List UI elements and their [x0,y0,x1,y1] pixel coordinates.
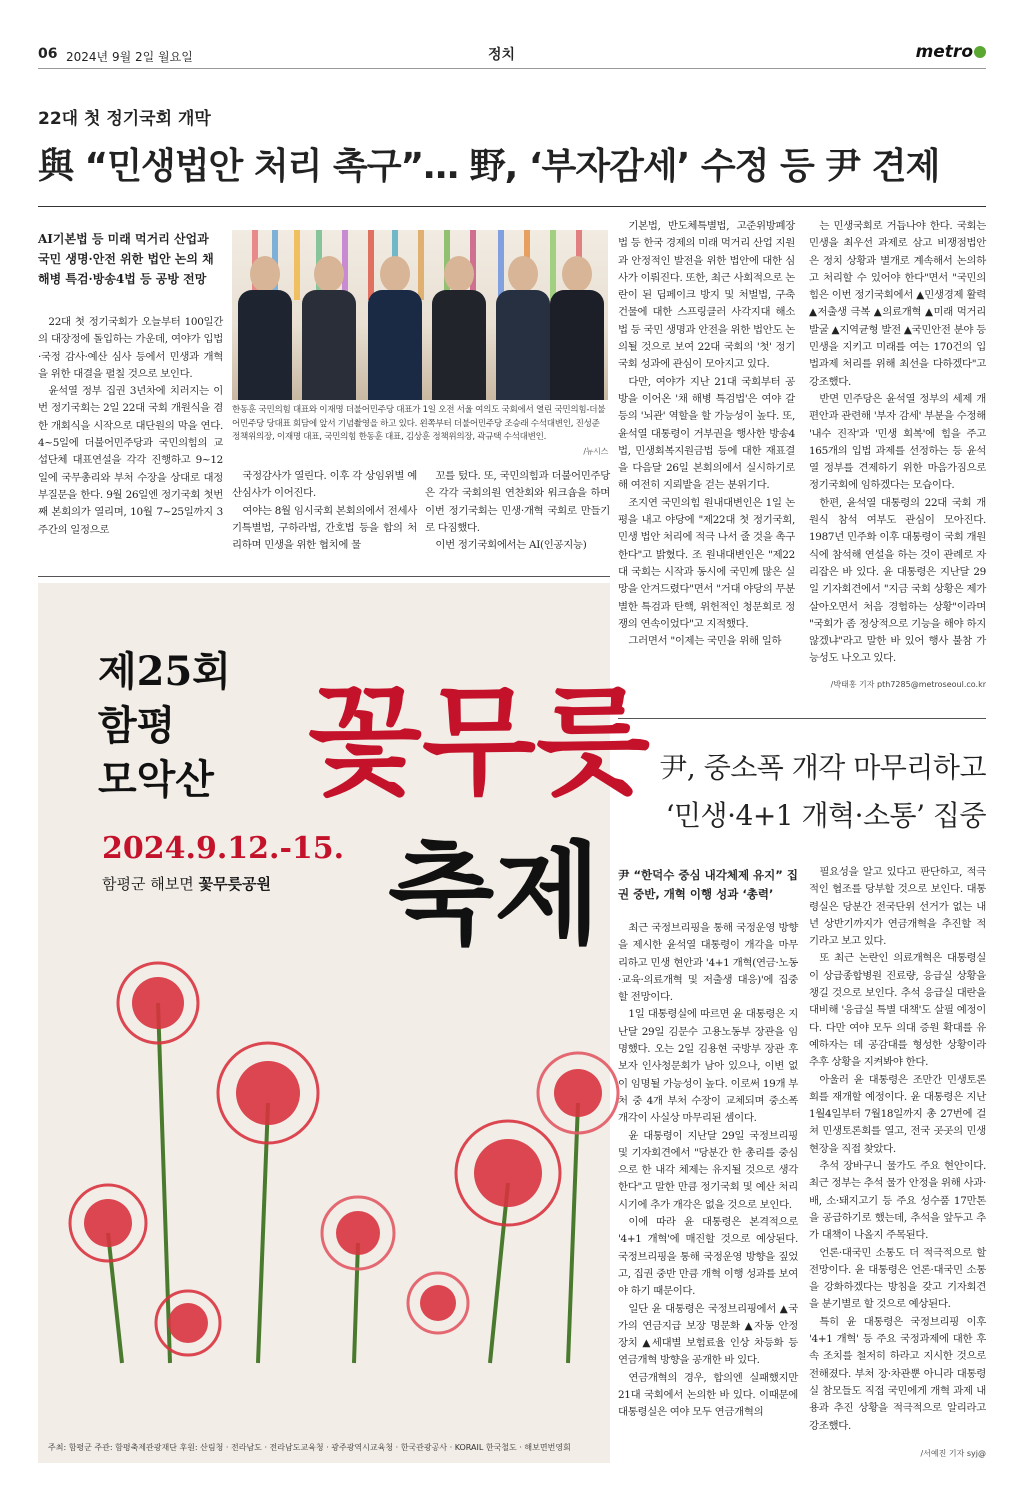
paragraph: 는 민생국회로 거듭나야 한다. 국회는 민생을 최우선 과제로 삼고 비쟁점법안은 정치 상황과 별개로 계속해서 논의하고 처리할 수 있어야 한다"면서 "국민의힘은 이번 정기국회에서 ▲민생경제 활력 ▲저출생 극복 ▲의료개혁 ▲미래 먹거리 발굴 ▲지역균형 발전 ▲국민안전 분야 등 민생을 지키고 미래를 여는 170건의 입법과제 처리를 위해 최선을 다하겠다"고 강조했다. [809,220,986,388]
person-figure [238,256,292,400]
paragraph: 연금개혁의 경우, 합의엔 실패했지만 21대 국회에서 논의한 바 있다. 이때문에 대통령실은 여야 모두 연금개혁의 [618,1371,798,1419]
sponsor-logos: 주최: 함평군 주관: 함평축제관광재단 후원: 산림청 · 전라남도 · 전라남도교육청 · 광주광역시교육청 · 한국관광공사 · KORAIL 한국철도 · 해보면번영회 [48,1443,571,1452]
festival-advertisement [38,583,650,1463]
paragraph: 1일 대통령실에 따르면 윤 대통령은 지난달 29일 김문수 고용노동부 장관을 임명했다. 오는 2일 김용현 국방부 장관 후보자 인사청문회가 남아 있으나, 이변 없이 임명될 가능성이 높다. 이로써 19개 부처 중 4개 부처 수장이 교체되며 중소폭 개각이 사실상 마무리된 셈이다. [618,1008,798,1125]
edition-line: 함평 [98,702,176,749]
article-subhead-2: 尹 “한덕수 중심 내각체제 유지” 집권 중반, 개혁 이행 성과 ‘총력’ [618,868,798,901]
festival-edition [98,645,231,807]
caption-text: 한동훈 국민의힘 대표와 이재명 더불어민주당 대표가 1일 오전 서울 여의도 국회에서 열린 국민의힘-더불어민주당 당대표 회담에 앞서 기념촬영을 하고 있다. 왼쪽부터 더불어민주당 조승래 수석대변인, 진성준 정책위의장, 이재명 대표, 국민의힘 한동훈 대표, 김상훈 정책위의장, 곽규택 수석대변인. [232,405,606,442]
photo-credit: /뉴시스 [583,446,608,456]
paragraph: 그러면서 "이제는 국민을 위해 일하 [628,635,782,648]
paragraph: 일단 윤 대통령은 국정브리핑에서 ▲국가의 연금지급 보장 명문화 ▲자동 안정 장치 ▲세대별 보험료율 인상 차등화 등 연금개혁 방향을 공개한 바 있다. [618,1302,798,1367]
festival-dates: 2024.9.12.-15. [102,831,345,866]
article-column-7 [809,864,986,1435]
paragraph: 한편, 윤석열 대통령의 22대 국회 개원식 참석 여부도 관심이 모아진다. 1987년 민주화 이후 대통령이 국회 개원식에 참석해 연설을 하는 것이 관례로 자리잡은 바 있다. 윤 대통령은 지난달 29일 기자회견에서 "지금 국회 상황은 제가 살아오면서 처음 경험하는 상황"이라며 "국회가 좀 정상적으로 기능을 해야 하지 않겠냐"라고 말한 바 있어 행사 불참 가능성도 나오고 있다. [809,496,986,665]
article-byline-2: /서예진 기자 syj@ [920,1449,986,1458]
divider [38,206,986,207]
paragraph: 기본법, 반도체특별법, 고준위방폐장법 등 한국 경제의 미래 먹거리 산업 지원과 안정적인 발전을 위한 법안에 대한 심사가 이뤄진다. 또한, 최근 사회적으로 논란이 된 딥페이크 방지 및 처벌법, 구축 건물에 대한 스프링클러 사각지대 해소법 등 국민 생명과 안전을 위한 법안도 논의될 것으로 보여 22대 국회의 '첫' 정기국회 성과에 관심이 모아지고 있다. [618,220,795,371]
paragraph: 22대 첫 정기국회가 오늘부터 100일간의 대장정에 돌입하는 가운데, 여야가 입법·국정 감사·예산 심사 등에서 민생과 개혁을 위한 대결을 펼칠 것으로 보인다. [38,316,223,380]
paragraph: 아울러 윤 대통령은 조만간 민생토론회를 재개할 예정이다. 윤 대통령은 지난 1월4일부터 7월18일까지 총 27번에 걸쳐 민생토론회를 열고, 전국 곳곳의 민생현장을 직접 찾았다. [809,1073,986,1155]
article-column-5 [809,218,986,668]
edition-line: 제25회 [98,648,231,695]
article-column-4 [618,218,795,650]
paragraph: 최근 국정브리핑을 통해 국정운영 방향을 제시한 윤석열 대통령이 개각을 마무리하고 민생 현안과 '4+1 개혁(연금·노동·교육·의료개혁 및 저출생 대응)'에 집중할 전망이다. [618,922,798,1004]
news-photo [232,230,608,400]
paragraph: 또 최근 논란인 의료개혁은 대통령실이 상급종합병원 진료량, 응급실 상황을 챙길 것으로 보인다. 추석 응급실 대란을 대비해 '응급실 특별 대책'도 살필 예정이다. 다만 여야 모두 의대 증원 확대를 유예하자는 데 공감대를 형성한 상황이라 추후 상황을 지켜봐야 한다. [809,952,986,1069]
paragraph: 여야는 8월 임시국회 본회의에서 전세사기특별법, 구하라법, 간호법 등을 합의 처리하며 민생을 위한 협치에 물 [232,504,417,552]
venue-prefix: 함평군 해보면 [102,875,194,893]
paragraph: 언론·대국민 소통도 더 적극적으로 할 전망이다. 윤 대통령은 언론·대국민 소통을 강화하겠다는 방침을 갖고 기자회견을 분기별로 할 것으로 예상된다. [809,1246,986,1311]
paragraph: 추석 장바구니 물가도 주요 현안이다. 최근 정부는 추석 물가 안정을 위해 사과·배, 소·돼지고기 등 주요 성수품 17만톤을 공급하기로 했는데, 추석을 앞두고 추가 대책이 나올지 주목된다. [809,1160,986,1242]
article-headline: 與 “민생법안 처리 촉구”… 野, ‘부자감세’ 수정 등 尹 견제 [38,146,940,187]
person-figure [368,256,422,400]
paragraph: 특히 윤 대통령은 국정브리핑 이후 '4+1 개혁' 등 주요 국정과제에 대한 후속 조치를 철저히 하라고 지시한 것으로 전해졌다. 부처 장·차관뿐 아니라 대통령실 참모들도 직접 국민에게 개혁 과제 내용과 추진 상황을 적극적으로 알리라고 강조했다. [809,1315,986,1432]
logo-text: metro [915,42,973,62]
person-figure [302,256,356,400]
logo-circle-icon [974,46,986,58]
article-headline-2 [618,744,986,840]
paragraph: 꼬를 텄다. 또, 국민의힘과 더불어민주당은 각각 국회의원 연찬회와 워크숍을 하며 이번 정기국회는 민생·개혁 국회로 만들기로 다짐했다. [425,470,610,534]
page-number: 06 [38,46,58,62]
edition-line: 모악산 [98,756,214,803]
festival-title-part-2: 축제 [388,830,601,959]
article-subhead: AI기본법 등 미래 먹거리 산업과 국민 생명·안전 위한 법안 논의 채 해병 특검·방송4법 등 공방 전망 [38,232,214,286]
metro-logo [916,42,986,62]
paragraph: 국정감사가 열린다. 이후 각 상임위별 예산심사가 이어진다. [232,470,417,500]
article-column-2 [232,468,417,554]
paragraph: 이에 따라 윤 대통령은 본격적으로 '4+1 개혁'에 매진할 것으로 예상된다. 국정브리핑을 통해 국정운영 방향을 짚었고, 집권 중반 만큼 개혁 이행 성과를 보여야 하기 때문이다. [618,1216,798,1298]
headline-line: 尹, 중소폭 개각 마무리하고 [659,751,986,784]
festival-title-part-1: 꽃무릇 [308,672,650,811]
article-column-3 [425,468,610,554]
divider [38,576,610,577]
section-name: 정치 [488,47,516,63]
article-column-6 [618,920,798,1422]
paragraph: 조지연 국민의힘 원내대변인은 1일 논평을 내고 야당에 "제22대 첫 정기국회, 민생 법안 처리에 적극 나서 줄 것을 촉구한다"고 밝혔다. 조 원내대변인은 "제22대 국회는 시작과 동시에 국민께 많은 실망을 안겨드렸다"면서 "거대 야당의 무분별한 특검과 탄핵, 위헌적인 청문회로 정쟁의 연속이었다"고 지적했다. [618,496,795,630]
paragraph: 이번 정기국회에서는 AI(인공지능) [435,539,587,552]
person-figure [550,256,604,400]
paragraph: 반면 민주당은 윤석열 정부의 세제 개편안과 관련해 '부자 감세' 부분을 수정해 '내수 진작'과 '민생 회복'에 힘을 주고 165개의 입법 과제를 선정하는 등 윤석열 정부를 견제하기 위한 마음가짐으로 정기국회에 임하겠다는 모습이다. [809,392,986,492]
page-date: 2024년 9월 2일 월요일 [66,50,193,64]
article-byline: /박태홍 기자 pth7285@metroseoul.co.kr [830,680,986,689]
article-kicker: 22대 첫 정기국회 개막 [38,109,211,129]
photo-caption [232,404,608,458]
venue-name: 꽃무릇공원 [198,875,271,893]
person-figure [496,256,550,400]
paragraph: 윤석열 정부 집권 3년차에 치러지는 이번 정기국회는 2일 22대 국회 개원식을 겸한 개회식을 시작으로 대단원의 막을 연다. 4~5일에 더불어민주당과 국민의힘의 교섭단체 대표연설을 각각 진행하고 9~12일에 국무총리와 부처 수장을 상대로 대정부질문을 한다. 9월 26일엔 정기국회 첫번째 본회의가 열리며, 10월 7~25일까지 3주간의 일정으로 [38,385,223,536]
festival-venue [102,873,271,894]
paragraph: 윤 대통령이 지난달 29일 국정브리핑 및 기자회견에서 "당분간 한 총리를 중심으로 한 내각 체제는 유지될 것으로 생각한다"고 말한 만큼 정기국회 및 예산 처리 시기에 추가 개각은 없을 것으로 보인다. [618,1129,798,1211]
divider [618,718,986,719]
paragraph: 필요성을 알고 있다고 판단하고, 적극적인 협조를 당부할 것으로 보인다. 대통령실은 당분간 전국단위 선거가 없는 내년 상반기까지가 연금개혁을 추진할 적기라고 보고 있다. [809,866,986,948]
paragraph: 다만, 여야가 지난 21대 국회부터 공방을 이어온 '채 해병 특검법'은 여야 갈등의 '뇌관' 역할을 할 가능성이 높다. 또, 윤석열 대통령이 거부권을 행사한 방송4법, 민생회복지원금법 등에 대한 재표결을 다음달 26일 본회의에서 실시하기로 해 여전히 지뢰밭을 걷는 분위기다. [618,375,795,492]
person-figure [432,256,486,400]
headline-line: ‘민생·4+1 개혁·소통’ 집중 [665,799,986,832]
article-column-1 [38,314,223,539]
page-header [38,40,986,69]
